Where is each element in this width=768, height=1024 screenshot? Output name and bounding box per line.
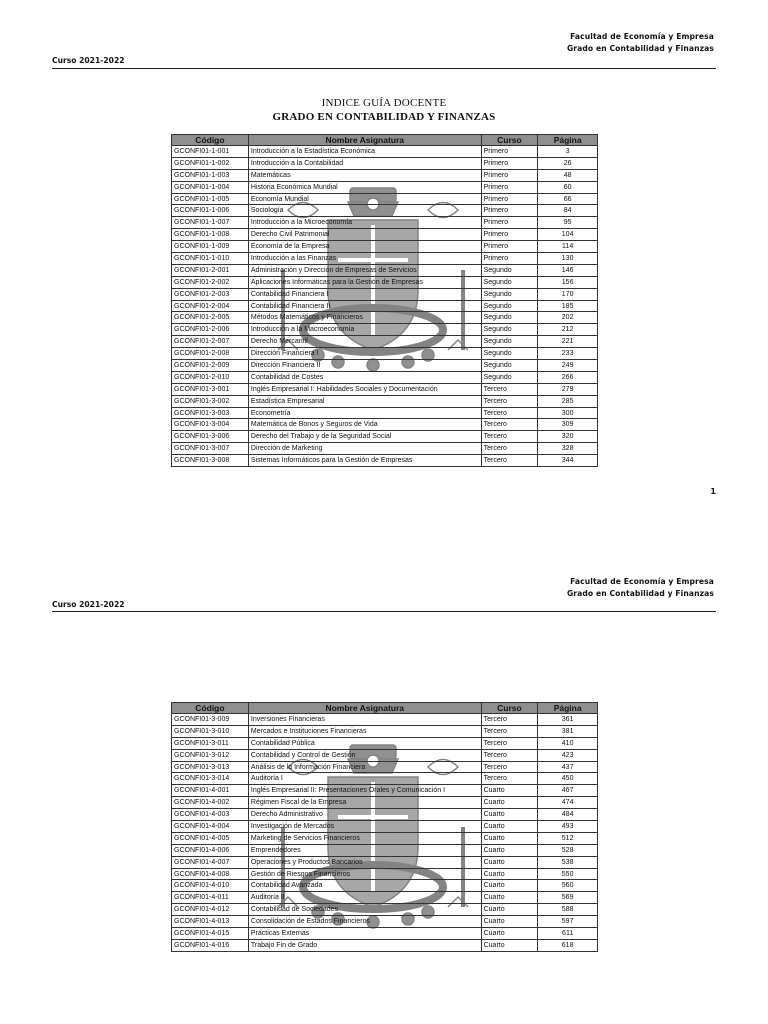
subject-year: Segundo bbox=[481, 264, 538, 276]
table-row bbox=[172, 761, 598, 773]
subject-year: Primero bbox=[481, 229, 538, 241]
subject-year: Primero bbox=[481, 146, 538, 158]
subject-year: Segundo bbox=[481, 371, 538, 383]
table-row bbox=[172, 348, 598, 360]
subject-name: Inversiones Financieras bbox=[248, 714, 481, 726]
subject-page: 84 bbox=[538, 205, 598, 217]
subject-code: GCONFI01-3-006 bbox=[172, 431, 249, 443]
subject-page: 156 bbox=[538, 276, 598, 288]
subject-code: GCONFI01-3-004 bbox=[172, 419, 249, 431]
subject-page: 233 bbox=[538, 348, 598, 360]
subject-code: GCONFI01-1-003 bbox=[172, 169, 249, 181]
table-row bbox=[172, 264, 598, 276]
subject-code: GCONFI01-2-010 bbox=[172, 371, 249, 383]
table-row bbox=[172, 773, 598, 785]
subject-page: 279 bbox=[538, 383, 598, 395]
subject-page: 597 bbox=[538, 916, 598, 928]
table-row bbox=[172, 383, 598, 395]
subject-code: GCONFI01-2-007 bbox=[172, 336, 249, 348]
subject-code: GCONFI01-4-008 bbox=[172, 868, 249, 880]
subject-code: GCONFI01-2-004 bbox=[172, 300, 249, 312]
subject-year: Primero bbox=[481, 169, 538, 181]
subject-name: Dirección de Marketing bbox=[248, 443, 481, 455]
subject-page: 221 bbox=[538, 336, 598, 348]
subject-code: GCONFI01-3-009 bbox=[172, 714, 249, 726]
subject-year: Cuarto bbox=[481, 939, 538, 951]
subject-code: GCONFI01-4-004 bbox=[172, 821, 249, 833]
table-row bbox=[172, 797, 598, 809]
course-label: Curso 2021-2022 bbox=[52, 600, 125, 609]
subject-year: Cuarto bbox=[481, 785, 538, 797]
subject-page: 493 bbox=[538, 821, 598, 833]
header-rule bbox=[52, 68, 716, 69]
subject-name: Auditoría I bbox=[248, 773, 481, 785]
subject-page: 26 bbox=[538, 157, 598, 169]
subject-name: Econometría bbox=[248, 407, 481, 419]
subject-code: GCONFI01-3-007 bbox=[172, 443, 249, 455]
subject-code: GCONFI01-4-005 bbox=[172, 832, 249, 844]
table-row bbox=[172, 360, 598, 372]
subject-code: GCONFI01-4-007 bbox=[172, 856, 249, 868]
subject-name: Estadística Empresarial bbox=[248, 395, 481, 407]
subject-name: Gestión de Riesgos Financieros bbox=[248, 868, 481, 880]
subject-code: GCONFI01-2-009 bbox=[172, 360, 249, 372]
table-row bbox=[172, 300, 598, 312]
table-row bbox=[172, 336, 598, 348]
subject-name: Introducción a la Macroeconomía bbox=[248, 324, 481, 336]
subject-code: GCONFI01-1-002 bbox=[172, 157, 249, 169]
subject-page: 3 bbox=[538, 146, 598, 158]
header-rule bbox=[52, 611, 716, 612]
subject-page: 450 bbox=[538, 773, 598, 785]
document-page-2 bbox=[0, 512, 768, 1024]
table-row bbox=[172, 904, 598, 916]
subject-name: Economía de la Empresa bbox=[248, 241, 481, 253]
subject-code: GCONFI01-1-008 bbox=[172, 229, 249, 241]
subject-page: 484 bbox=[538, 809, 598, 821]
subject-page: 95 bbox=[538, 217, 598, 229]
table-row bbox=[172, 443, 598, 455]
table-row bbox=[172, 288, 598, 300]
table-row bbox=[172, 431, 598, 443]
subject-code: GCONFI01-2-008 bbox=[172, 348, 249, 360]
subject-code: GCONFI01-4-010 bbox=[172, 880, 249, 892]
subject-year: Cuarto bbox=[481, 916, 538, 928]
subject-year: Segundo bbox=[481, 288, 538, 300]
subject-year: Primero bbox=[481, 181, 538, 193]
subject-name: Derecho del Trabajo y de la Seguridad Social bbox=[248, 431, 481, 443]
subject-year: Segundo bbox=[481, 300, 538, 312]
subject-code: GCONFI01-1-005 bbox=[172, 193, 249, 205]
subject-year: Cuarto bbox=[481, 892, 538, 904]
subject-page: 114 bbox=[538, 241, 598, 253]
subject-code: GCONFI01-1-007 bbox=[172, 217, 249, 229]
subject-name: Trabajo Fin de Grado bbox=[248, 939, 481, 951]
table-row bbox=[172, 844, 598, 856]
subject-year: Segundo bbox=[481, 336, 538, 348]
subject-name: Introducción a la Contabilidad bbox=[248, 157, 481, 169]
subject-index-table bbox=[171, 702, 598, 952]
subject-name: Sistemas Informáticos para la Gestión de Empresas bbox=[248, 455, 481, 467]
faculty-name: Facultad de Economía y Empresa bbox=[570, 32, 714, 41]
table-row bbox=[172, 205, 598, 217]
table-row bbox=[172, 892, 598, 904]
subject-year: Segundo bbox=[481, 324, 538, 336]
subject-index-table bbox=[171, 134, 598, 467]
subject-code: GCONFI01-3-012 bbox=[172, 749, 249, 761]
subject-name: Economía Mundial bbox=[248, 193, 481, 205]
subject-code: GCONFI01-3-002 bbox=[172, 395, 249, 407]
header-codigo: Código bbox=[172, 703, 249, 714]
subject-name: Derecho Civil Patrimonial bbox=[248, 229, 481, 241]
subject-page: 48 bbox=[538, 169, 598, 181]
faculty-header bbox=[567, 31, 714, 55]
subject-name: Auditoría II bbox=[248, 892, 481, 904]
subject-year: Segundo bbox=[481, 348, 538, 360]
subject-page: 309 bbox=[538, 419, 598, 431]
header-codigo: Código bbox=[172, 135, 249, 146]
subject-page: 423 bbox=[538, 749, 598, 761]
subject-code: GCONFI01-1-006 bbox=[172, 205, 249, 217]
subject-code: GCONFI01-1-010 bbox=[172, 253, 249, 265]
subject-name: Introducción a la Estadística Económica bbox=[248, 146, 481, 158]
table-row bbox=[172, 880, 598, 892]
subject-name: Contabilidad de Sociedades bbox=[248, 904, 481, 916]
table-row bbox=[172, 229, 598, 241]
subject-name: Inglés Empresarial II: Presentaciones Orales y Comunicación I bbox=[248, 785, 481, 797]
subject-page: 611 bbox=[538, 928, 598, 940]
subject-year: Primero bbox=[481, 241, 538, 253]
subject-code: GCONFI01-3-003 bbox=[172, 407, 249, 419]
subject-name: Métodos Matemáticos y Financieros bbox=[248, 312, 481, 324]
subject-page: 146 bbox=[538, 264, 598, 276]
subject-year: Cuarto bbox=[481, 844, 538, 856]
table-header-row bbox=[172, 135, 598, 146]
subject-year: Tercero bbox=[481, 395, 538, 407]
subject-year: Tercero bbox=[481, 383, 538, 395]
table-row bbox=[172, 324, 598, 336]
subject-page: 588 bbox=[538, 904, 598, 916]
subject-year: Tercero bbox=[481, 443, 538, 455]
table-row bbox=[172, 939, 598, 951]
subject-name: Operaciones y Productos Bancarios bbox=[248, 856, 481, 868]
subject-name: Introducción a las Finanzas bbox=[248, 253, 481, 265]
subject-name: Dirección Financiera II bbox=[248, 360, 481, 372]
subject-code: GCONFI01-3-011 bbox=[172, 737, 249, 749]
subject-page: 66 bbox=[538, 193, 598, 205]
subject-year: Cuarto bbox=[481, 797, 538, 809]
subject-code: GCONFI01-2-001 bbox=[172, 264, 249, 276]
table-row bbox=[172, 737, 598, 749]
subject-year: Tercero bbox=[481, 419, 538, 431]
subject-code: GCONFI01-2-006 bbox=[172, 324, 249, 336]
subject-page: 381 bbox=[538, 725, 598, 737]
table-row bbox=[172, 146, 598, 158]
subject-code: GCONFI01-2-005 bbox=[172, 312, 249, 324]
subject-code: GCONFI01-4-012 bbox=[172, 904, 249, 916]
degree-name: Grado en Contabilidad y Finanzas bbox=[566, 44, 714, 53]
table-row bbox=[172, 407, 598, 419]
faculty-name: Facultad de Economía y Empresa bbox=[570, 577, 714, 586]
table-row bbox=[172, 928, 598, 940]
table-row bbox=[172, 241, 598, 253]
subject-name: Régimen Fiscal de la Empresa bbox=[248, 797, 481, 809]
subject-name: Sociología bbox=[248, 205, 481, 217]
table-row bbox=[172, 395, 598, 407]
subject-name: Contabilidad de Costes bbox=[248, 371, 481, 383]
subject-code: GCONFI01-4-006 bbox=[172, 844, 249, 856]
subject-page: 467 bbox=[538, 785, 598, 797]
degree-name: Grado en Contabilidad y Finanzas bbox=[566, 589, 714, 598]
index-title: INDICE GUÍA DOCENTE bbox=[321, 97, 447, 109]
table-row bbox=[172, 169, 598, 181]
subject-code: GCONFI01-4-016 bbox=[172, 939, 249, 951]
subject-code: GCONFI01-4-001 bbox=[172, 785, 249, 797]
table-row bbox=[172, 916, 598, 928]
subject-year: Tercero bbox=[481, 725, 538, 737]
subject-year: Cuarto bbox=[481, 928, 538, 940]
subject-page: 285 bbox=[538, 395, 598, 407]
subject-name: Matemática de Bonos y Seguros de Vida bbox=[248, 419, 481, 431]
header-pagina: Página bbox=[538, 135, 598, 146]
degree-title: GRADO EN CONTABILIDAD Y FINANZAS bbox=[272, 111, 496, 123]
subject-name: Derecho Mercantil bbox=[248, 336, 481, 348]
subject-page: 60 bbox=[538, 181, 598, 193]
subject-page: 618 bbox=[538, 939, 598, 951]
table-row bbox=[172, 821, 598, 833]
table-row bbox=[172, 832, 598, 844]
subject-year: Cuarto bbox=[481, 821, 538, 833]
table-row bbox=[172, 785, 598, 797]
subject-page: 320 bbox=[538, 431, 598, 443]
table-row bbox=[172, 419, 598, 431]
subject-page: 328 bbox=[538, 443, 598, 455]
subject-code: GCONFI01-3-014 bbox=[172, 773, 249, 785]
subject-year: Tercero bbox=[481, 737, 538, 749]
subject-code: GCONFI01-3-001 bbox=[172, 383, 249, 395]
subject-name: Contabilidad Financiera I bbox=[248, 288, 481, 300]
subject-year: Tercero bbox=[481, 455, 538, 467]
header-nombre: Nombre Asignatura bbox=[248, 135, 481, 146]
subject-name: Aplicaciones Informáticas para la Gestión de Empresas bbox=[248, 276, 481, 288]
subject-name: Contabilidad Avanzada bbox=[248, 880, 481, 892]
subject-page: 410 bbox=[538, 737, 598, 749]
table-row bbox=[172, 455, 598, 467]
subject-name: Marketing de Servicios Financieros bbox=[248, 832, 481, 844]
subject-name: Matemáticas bbox=[248, 169, 481, 181]
subject-code: GCONFI01-1-001 bbox=[172, 146, 249, 158]
subject-name: Investigación de Mercados bbox=[248, 821, 481, 833]
subject-year: Cuarto bbox=[481, 832, 538, 844]
subject-year: Tercero bbox=[481, 749, 538, 761]
subject-page: 361 bbox=[538, 714, 598, 726]
subject-year: Primero bbox=[481, 217, 538, 229]
table-row bbox=[172, 714, 598, 726]
subject-name: Contabilidad Financiera II bbox=[248, 300, 481, 312]
subject-year: Segundo bbox=[481, 312, 538, 324]
subject-page: 538 bbox=[538, 856, 598, 868]
subject-code: GCONFI01-2-002 bbox=[172, 276, 249, 288]
subject-year: Cuarto bbox=[481, 868, 538, 880]
table-row bbox=[172, 253, 598, 265]
subject-name: Introducción a la Microeconomía bbox=[248, 217, 481, 229]
table-row bbox=[172, 193, 598, 205]
header-curso: Curso bbox=[481, 703, 538, 714]
subject-year: Cuarto bbox=[481, 880, 538, 892]
subject-page: 266 bbox=[538, 371, 598, 383]
subject-page: 212 bbox=[538, 324, 598, 336]
subject-code: GCONFI01-4-015 bbox=[172, 928, 249, 940]
subject-code: GCONFI01-4-013 bbox=[172, 916, 249, 928]
table-row bbox=[172, 371, 598, 383]
subject-year: Cuarto bbox=[481, 809, 538, 821]
page-number: 1 bbox=[710, 487, 716, 496]
header-pagina: Página bbox=[538, 703, 598, 714]
subject-page: 130 bbox=[538, 253, 598, 265]
header-curso: Curso bbox=[481, 135, 538, 146]
subject-page: 512 bbox=[538, 832, 598, 844]
subject-year: Primero bbox=[481, 157, 538, 169]
table-row bbox=[172, 217, 598, 229]
subject-code: GCONFI01-4-002 bbox=[172, 797, 249, 809]
subject-code: GCONFI01-3-008 bbox=[172, 455, 249, 467]
subject-page: 474 bbox=[538, 797, 598, 809]
subject-name: Prácticas Externas bbox=[248, 928, 481, 940]
subject-code: GCONFI01-4-011 bbox=[172, 892, 249, 904]
subject-year: Tercero bbox=[481, 761, 538, 773]
subject-name: Contabilidad Pública bbox=[248, 737, 481, 749]
subject-page: 249 bbox=[538, 360, 598, 372]
subject-page: 550 bbox=[538, 868, 598, 880]
subject-year: Segundo bbox=[481, 360, 538, 372]
subject-page: 202 bbox=[538, 312, 598, 324]
subject-name: Dirección Financiera I bbox=[248, 348, 481, 360]
table-row bbox=[172, 312, 598, 324]
subject-year: Cuarto bbox=[481, 856, 538, 868]
subject-code: GCONFI01-1-004 bbox=[172, 181, 249, 193]
subject-page: 569 bbox=[538, 892, 598, 904]
subject-code: GCONFI01-1-009 bbox=[172, 241, 249, 253]
subject-page: 104 bbox=[538, 229, 598, 241]
subject-name: Consolidación de Estados Financieros bbox=[248, 916, 481, 928]
header-nombre: Nombre Asignatura bbox=[248, 703, 481, 714]
subject-name: Mercados e Instituciones Financieras bbox=[248, 725, 481, 737]
subject-name: Historia Económica Mundial bbox=[248, 181, 481, 193]
table-row bbox=[172, 868, 598, 880]
subject-year: Tercero bbox=[481, 431, 538, 443]
subject-year: Primero bbox=[481, 253, 538, 265]
subject-code: GCONFI01-3-010 bbox=[172, 725, 249, 737]
table-row bbox=[172, 749, 598, 761]
subject-code: GCONFI01-3-013 bbox=[172, 761, 249, 773]
subject-name: Análisis de la Información Financiera bbox=[248, 761, 481, 773]
table-row bbox=[172, 276, 598, 288]
subject-page: 300 bbox=[538, 407, 598, 419]
subject-name: Emprendedores bbox=[248, 844, 481, 856]
subject-year: Tercero bbox=[481, 714, 538, 726]
subject-code: GCONFI01-4-003 bbox=[172, 809, 249, 821]
subject-name: Contabilidad y Control de Gestión bbox=[248, 749, 481, 761]
table-row bbox=[172, 809, 598, 821]
subject-year: Cuarto bbox=[481, 904, 538, 916]
course-label: Curso 2021-2022 bbox=[52, 56, 125, 65]
subject-page: 528 bbox=[538, 844, 598, 856]
table-row bbox=[172, 725, 598, 737]
subject-page: 437 bbox=[538, 761, 598, 773]
table-header-row bbox=[172, 703, 598, 714]
subject-name: Administración y Dirección de Empresas de Servicios bbox=[248, 264, 481, 276]
subject-page: 170 bbox=[538, 288, 598, 300]
subject-page: 185 bbox=[538, 300, 598, 312]
subject-page: 344 bbox=[538, 455, 598, 467]
subject-name: Inglés Empresarial I: Habilidades Sociales y Documentación bbox=[248, 383, 481, 395]
subject-page: 560 bbox=[538, 880, 598, 892]
subject-name: Derecho Administrativo bbox=[248, 809, 481, 821]
subject-year: Primero bbox=[481, 193, 538, 205]
subject-year: Tercero bbox=[481, 773, 538, 785]
faculty-header bbox=[567, 576, 714, 600]
table-row bbox=[172, 181, 598, 193]
subject-year: Tercero bbox=[481, 407, 538, 419]
subject-year: Primero bbox=[481, 205, 538, 217]
subject-code: GCONFI01-2-003 bbox=[172, 288, 249, 300]
table-row bbox=[172, 856, 598, 868]
subject-year: Segundo bbox=[481, 276, 538, 288]
table-row bbox=[172, 157, 598, 169]
